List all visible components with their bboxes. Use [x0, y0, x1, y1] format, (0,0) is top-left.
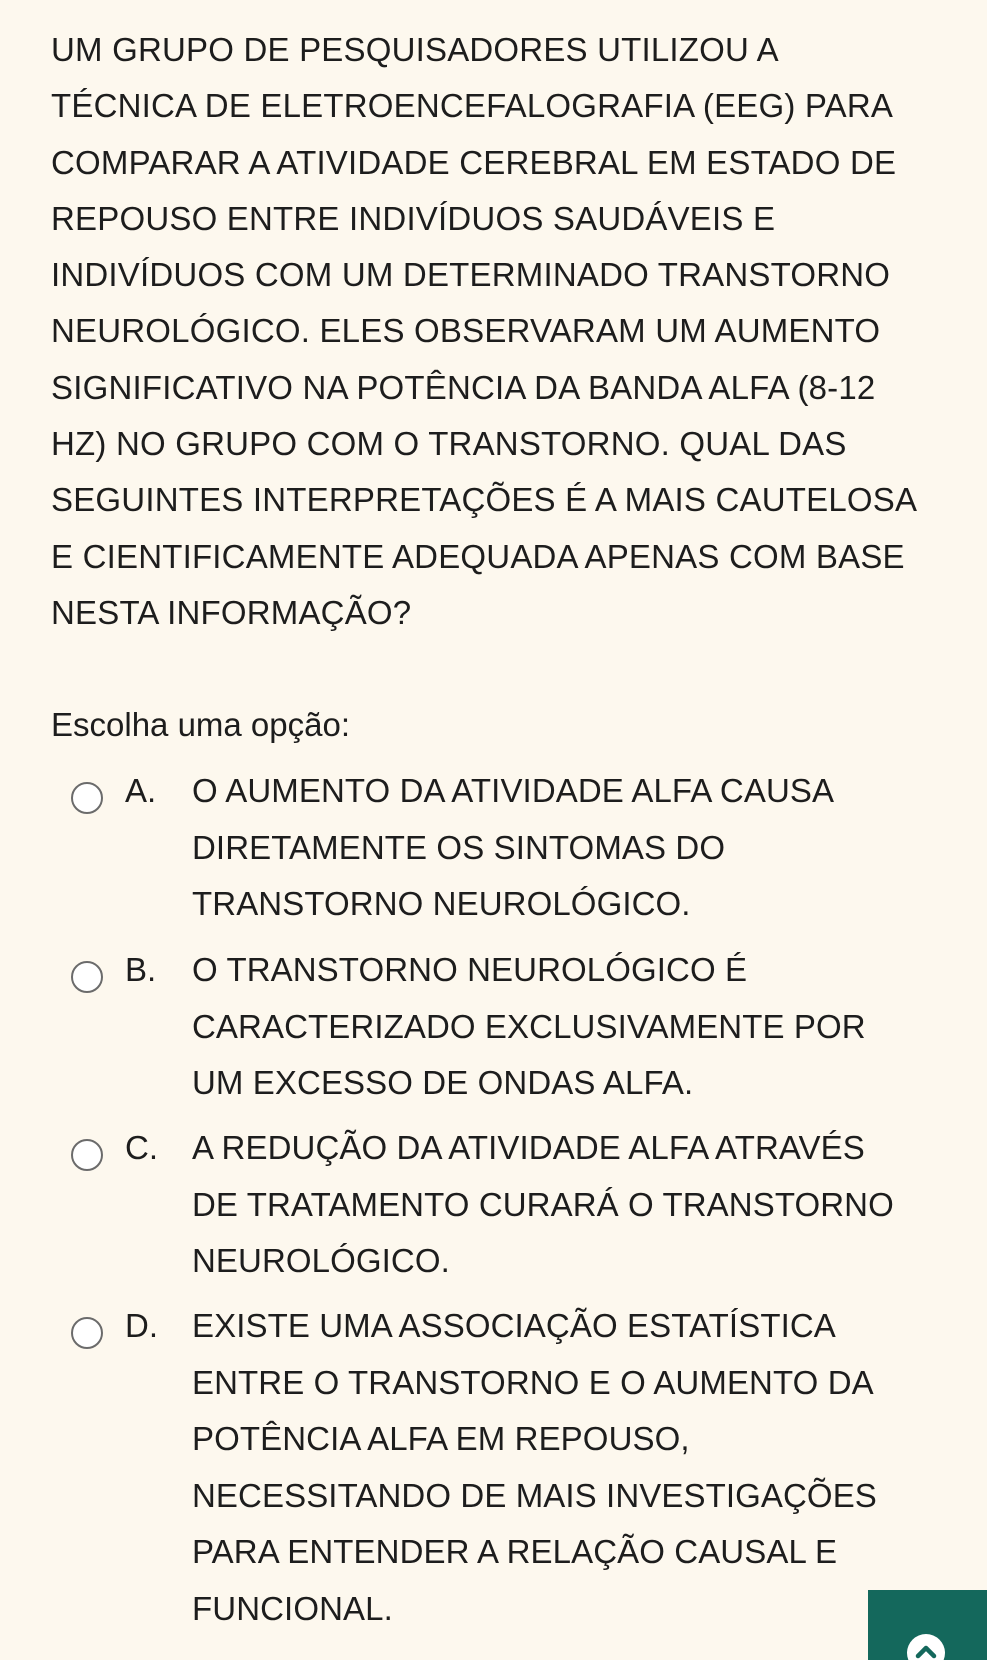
option-d-radio[interactable] — [71, 1317, 103, 1349]
option-c-text: A REDUÇÃO DA ATIVIDADE ALFA ATRAVÉS DE TRATAMENTO CURARÁ O TRANSTORNO NEUROLÓGICO. — [192, 1129, 894, 1279]
option-b-text: O TRANSTORNO NEUROLÓGICO É CARACTERIZADO EXCLUSIVAMENTE POR UM EXCESSO DE ONDAS ALFA. — [192, 951, 866, 1101]
scroll-to-top-button[interactable] — [868, 1590, 987, 1660]
option-d-letter: D. — [125, 1307, 158, 1344]
option-c-radio[interactable] — [71, 1139, 103, 1171]
option-a-letter: A. — [125, 772, 157, 809]
option-a-text: O AUMENTO DA ATIVIDADE ALFA CAUSA DIRETAMENTE OS SINTOMAS DO TRANSTORNO NEUROLÓGICO. — [192, 772, 835, 922]
chevron-up-icon — [907, 1634, 945, 1660]
option-b-radio[interactable] — [71, 961, 103, 993]
option-a-radio[interactable] — [71, 782, 103, 814]
option-d-text: EXISTE UMA ASSOCIAÇÃO ESTATÍSTICA ENTRE O TRANSTORNO E O AUMENTO DA POTÊNCIA ALFA EM REPOUSO, NECESSITANDO DE MAIS INVESTIGAÇÕES PARA ENTENDER A RELAÇÃO CAUSAL E FUNCIONAL. — [192, 1307, 877, 1627]
option-b-letter: B. — [125, 951, 157, 988]
choose-option-label: Escolha uma opção: — [51, 706, 351, 743]
option-c-letter: C. — [125, 1129, 158, 1166]
question-text: UM GRUPO DE PESQUISADORES UTILIZOU A TÉCNICA DE ELETROENCEFALOGRAFIA (EEG) PARA COMPARAR A ATIVIDADE CEREBRAL EM ESTADO DE REPOUSO ENTRE INDIVÍDUOS SAUDÁVEIS E INDIVÍDUOS COM UM DETERMINADO TRANSTORNO NEUROLÓGICO. ELES OBSERVARAM UM AUMENTO SIGNIFICATIVO NA POTÊNCIA DA BANDA ALFA (8-12 HZ) NO GRUPO COM O TRANSTORNO. QUAL DAS SEGUINTES INTERPRETAÇÕES É A MAIS CAUTELOSA E CIENTIFICAMENTE ADEQUADA APENAS COM BASE NESTA INFORMAÇÃO? — [51, 31, 918, 631]
